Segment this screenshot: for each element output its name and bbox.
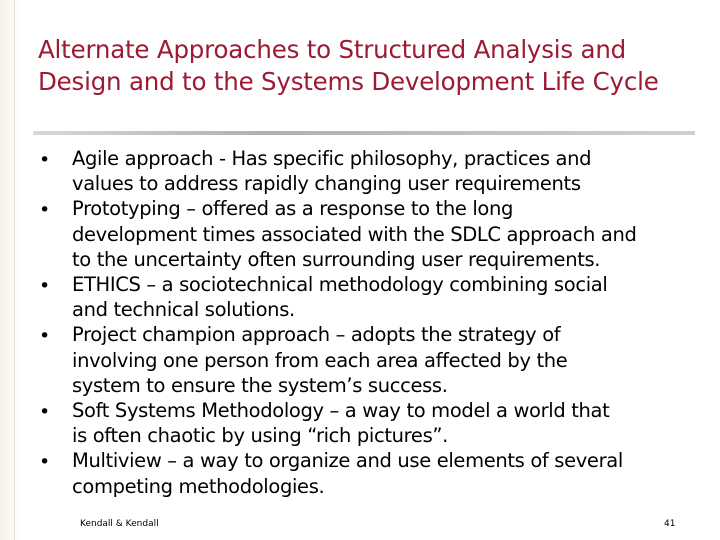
bullet-line: ETHICS – a sociotechnical methodology combining social xyxy=(72,273,608,297)
title-line-1: Alternate Approaches to Structured Analysis and xyxy=(38,35,627,64)
bullet-dot-icon: • xyxy=(39,451,50,474)
bullet-line: Soft Systems Methodology – a way to model a world that xyxy=(72,399,610,423)
bullet-item-ethics xyxy=(36,272,708,322)
bullet-line: Multiview – a way to organize and use elements of several xyxy=(72,449,623,473)
bullet-line: competing methodologies. xyxy=(72,474,325,498)
bullet-line: is often chaotic by using “rich pictures”. xyxy=(72,424,448,448)
bullet-line: Agile approach - Has specific philosophy, practices and xyxy=(72,147,592,170)
slide-title xyxy=(38,34,708,98)
footer-author: Kendall & Kendall xyxy=(80,519,159,529)
page-number: 41 xyxy=(664,519,676,529)
bullet-item-multiview xyxy=(36,448,708,498)
bullet-line: to the uncertainty often surrounding user requirements. xyxy=(72,247,601,271)
bullet-line: Prototyping – offered as a response to the long xyxy=(72,197,514,221)
left-decorative-strip xyxy=(0,0,24,540)
bullet-list xyxy=(36,146,708,499)
bullet-item-soft-systems xyxy=(36,398,708,448)
bullet-item-project-champion xyxy=(36,322,708,398)
title-line-2: Design and to the Systems Development Life Cycle xyxy=(38,67,659,96)
bullet-item-agile xyxy=(36,146,708,196)
bullet-item-prototyping xyxy=(36,196,708,272)
bullet-line: development times associated with the SDLC approach and xyxy=(72,222,637,246)
bullet-dot-icon: • xyxy=(39,401,50,424)
bullet-dot-icon: • xyxy=(39,199,50,222)
bullet-line: involving one person from each area affected by the xyxy=(72,348,568,372)
bullet-line: values to address rapidly changing user requirements xyxy=(72,172,581,196)
bullet-dot-icon: • xyxy=(39,275,50,298)
bullet-line: Project champion approach – adopts the strategy of xyxy=(72,323,561,347)
bullet-dot-icon: • xyxy=(39,325,50,348)
bullet-line: and technical solutions. xyxy=(72,298,295,322)
bullet-line: system to ensure the system’s success. xyxy=(72,373,448,397)
title-divider xyxy=(33,131,695,135)
left-border-line xyxy=(14,0,15,540)
bullet-dot-icon: • xyxy=(39,149,50,171)
